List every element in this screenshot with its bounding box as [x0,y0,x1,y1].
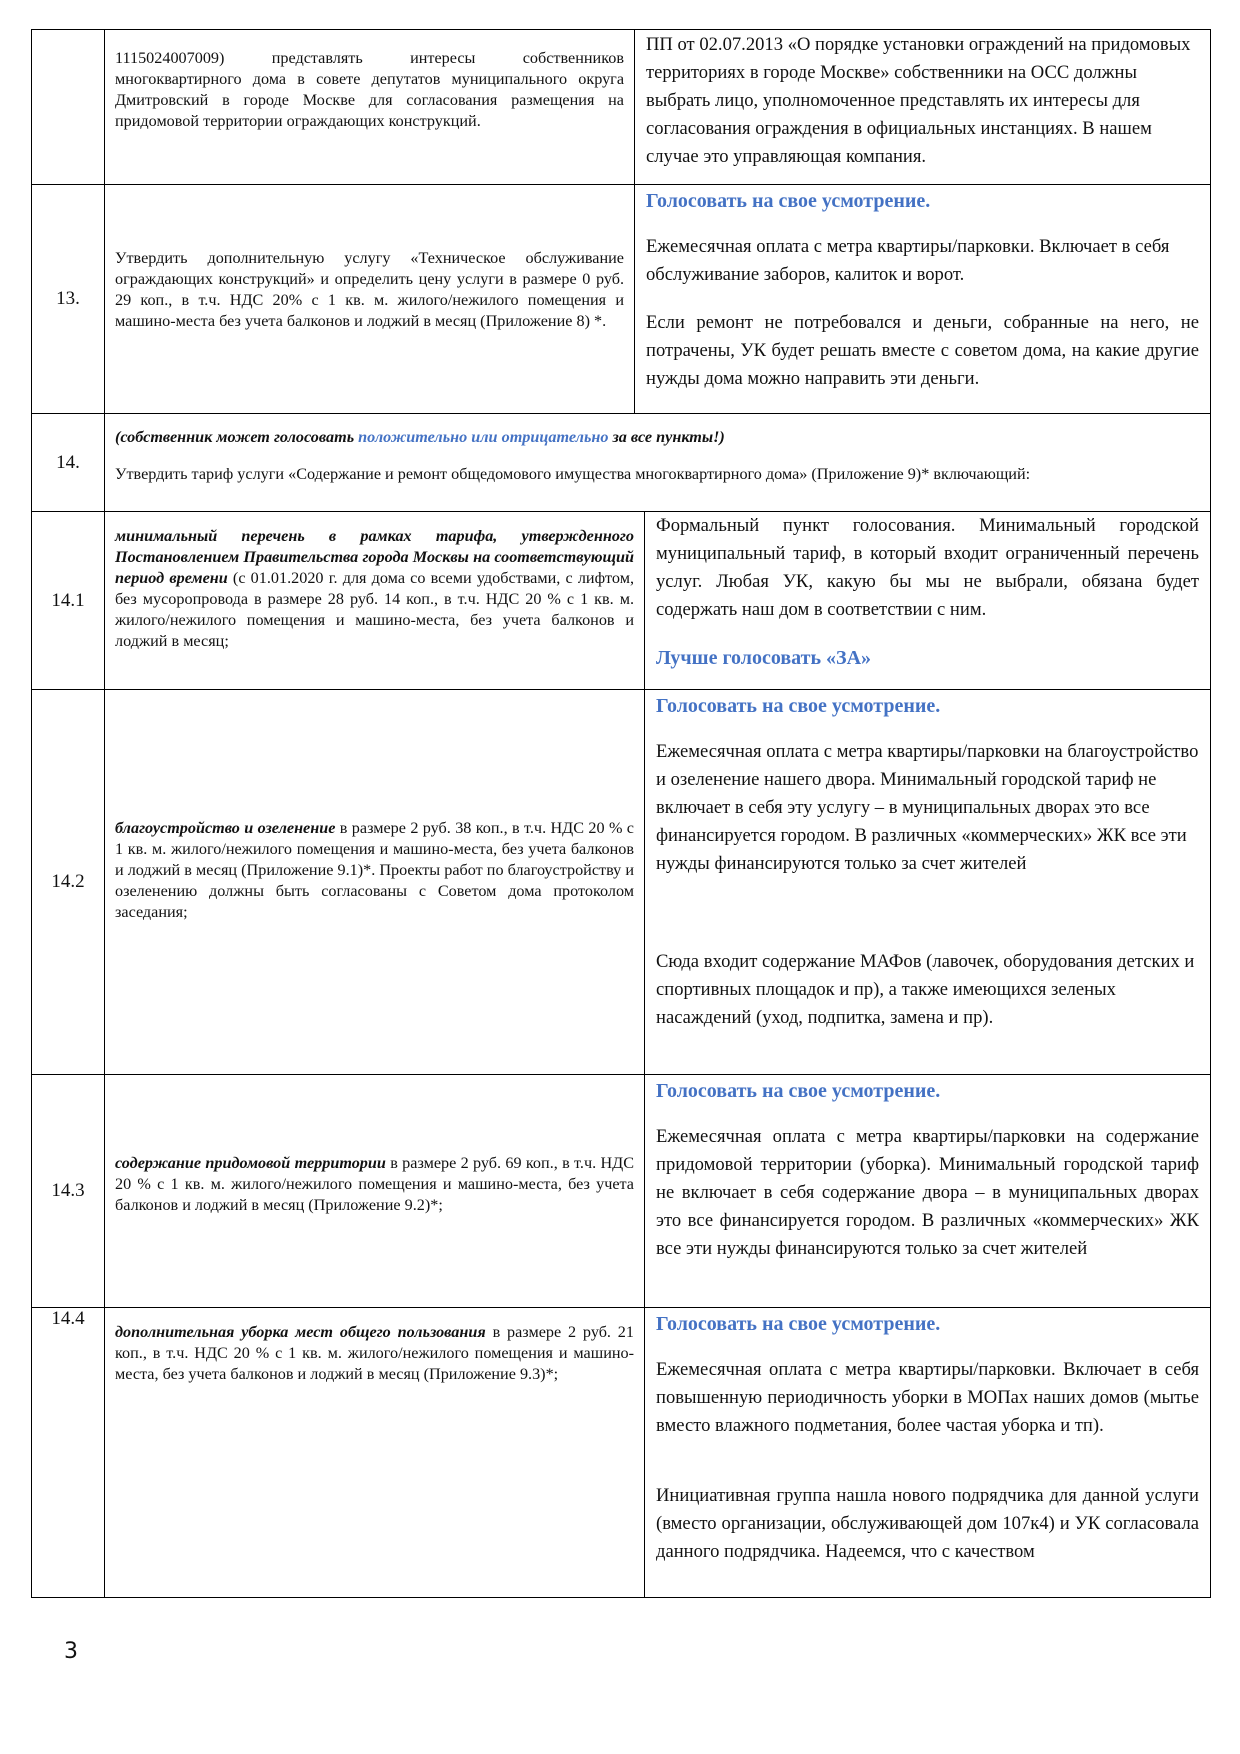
question-text: 1115024007009) представлять интересы собственников многоквартирного дома в совете депутатов муниципального округа Дмитровский в городе Москве для согласования размещения на придомовой территории ограждающих конструкций. [115,49,624,130]
voting-note-prefix: (собственник может голосовать [115,428,359,446]
question-cell [104,184,635,414]
comment-paragraph: Ежемесячная оплата с метра квартиры/парковки на содержание придомовой территории (уборка). Минимальный городской тариф не включает в себя содержание двора – в муниципальных дворах это все финансируется городом. В различных «коммерческих» ЖК все эти нужды финансируются только за счет жителей [656,1126,1199,1259]
question-cell [104,689,645,1075]
question-text [115,1153,634,1216]
comment-paragraph: Если ремонт не потребовался и деньги, собранные на него, не потрачены, УК будет решать вместе с советом дома, на какие другие нужды дома можно направить эти деньги. [646,312,1199,389]
table-row-14-4 [31,1307,1211,1598]
row-number-cell [31,29,105,185]
voting-note [115,427,1200,448]
question-emphasis: благоустройство и озеленение [115,819,336,837]
comment-text: ПП от 02.07.2013 «О порядке установки ограждений на придомовых территориях в городе Москве» собственники на ОСС должны выбрать лицо, уполномоченное представлять их интересы для согласования ограждения в официальных инстанциях. В нашем случае это управляющая компания. [646,34,1191,167]
row-number-cell [31,1074,105,1308]
question-cell [104,29,635,185]
voting-note-suffix: за все пункты!) [608,428,725,446]
table-row-12 [31,29,1211,185]
table-row-14-3 [31,1074,1211,1308]
comment-cell [634,184,1211,414]
comment-cell [644,511,1211,690]
vote-recommendation: Лучше голосовать «ЗА» [656,647,872,669]
comment-paragraph: Инициативная группа нашла нового подрядчика для данной услуги (вместо организации, обслуживающей дом 107к4) и УК согласовала данного подрядчика. Надеемся, что с качеством [656,1485,1199,1562]
question-text [115,1322,634,1385]
row-number: 14.2 [51,871,85,892]
row-number: 14.1 [51,589,85,611]
comment-cell [644,1307,1211,1598]
question-emphasis: минимальный перечень в рамках тарифа, утвержденного Постановлением Правительства города Москвы на соответствующий период времени [115,527,634,587]
question-cell [104,1307,645,1598]
comment-paragraph: Ежемесячная оплата с метра квартиры/парковки на благоустройство и озеленение нашего двора. Минимальный городской тариф не включает в себя эту услугу – в муниципальных дворах это все финансируется городом. В различных «коммерческих» ЖК все эти нужды финансируются только за счет жителей [656,741,1199,874]
comment-paragraph: Ежемесячная оплата с метра квартиры/парковки. Включает в себя повышенную периодичность уборки в МОПах наших домов (мытье вместо влажного подметания, более частая уборка и тп). [656,1359,1199,1436]
row-number: 14.4 [51,1308,85,1329]
comment-cell [634,29,1211,185]
comment-cell [644,689,1211,1075]
question-emphasis: содержание придомовой территории [115,1154,386,1172]
question-emphasis: дополнительная уборка мест общего пользования [115,1323,486,1341]
comment-paragraph: Сюда входит содержание МАФов (лавочек, оборудования детских и спортивных площадок и пр), а также имеющихся зеленых насаждений (уход, подпитка, замена и пр). [656,951,1195,1028]
question-rest: (с 01.01.2020 г. для дома со всеми удобствами, с лифтом, без мусоропровода в размере 28 руб. 14 коп., в т.ч. НДС 20 % с 1 кв. м. жилого/нежилого помещения и машино-места, без учета балконов и лоджий в месяц; [115,569,634,650]
row-number: 13. [56,288,80,309]
question-rest: в размере 2 руб. 38 коп., в т.ч. НДС 20 % с 1 кв. м. жилого/нежилого помещения и машино-места, без учета балконов и лоджий в месяц (Приложение 9.1)*. Проекты работ по благоустройству и озеленению должны быть согласованы с Советом дома протоколом заседания; [115,819,634,921]
table-row-14 [31,413,1211,512]
page-number: 3 [64,1639,78,1664]
table-row-13 [31,184,1211,414]
question-rest: в размере 2 руб. 69 коп., в т.ч. НДС 20 % с 1 кв. м. жилого/нежилого помещения и машино-места, без учета балконов и лоджий в месяц (Приложение 9.2)*; [115,1154,634,1214]
question-text: Утвердить тариф услуги «Содержание и ремонт общедомового имущества многоквартирного дома» (Приложение 9)* включающий: [115,465,1031,483]
vote-recommendation: Голосовать на свое усмотрение. [646,190,931,212]
row-number-cell [31,511,105,690]
question-cell [104,511,645,690]
comment-cell [644,1074,1211,1308]
question-cell [104,413,1211,512]
row-number: 14.3 [51,1180,85,1201]
row-number-cell [31,413,105,512]
comment-paragraph: Формальный пункт голосования. Минимальный городской муниципальный тариф, в который входит ограниченный перечень услуг. Любая УК, какую бы мы не выбрали, обязана будет содержать наш дом в соответствии с ним. [656,515,1199,620]
row-number-cell [31,1307,105,1598]
vote-recommendation: Голосовать на свое усмотрение. [656,695,941,717]
question-text [115,526,634,652]
question-cell [104,1074,645,1308]
table-row-14-1 [31,511,1211,690]
row-number-cell [31,184,105,414]
question-text [115,818,634,923]
vote-recommendation: Голосовать на свое усмотрение. [656,1313,941,1335]
question-rest: в размере 2 руб. 21 коп., в т.ч. НДС 20 % с 1 кв. м. жилого/нежилого помещения и машино-места, без учета балконов и лоджий в месяц (Приложение 9.3)*; [115,1323,634,1383]
row-number: 14. [56,451,80,473]
question-text: Утвердить дополнительную услугу «Техническое обслуживание ограждающих конструкций» и определить цену услуги в размере 0 руб. 29 коп., в т.ч. НДС 20% с 1 кв. м. жилого/нежилого помещения и машино-места без учета балконов и лоджий в месяц (Приложение 8) *. [115,249,624,330]
table-row-14-2 [31,689,1211,1075]
comment-paragraph: Ежемесячная оплата с метра квартиры/парковки. Включает в себя обслуживание заборов, калиток и ворот. [646,236,1170,285]
row-number-cell [31,689,105,1075]
voting-note-highlight: положительно или отрицательно [358,428,609,446]
vote-recommendation: Голосовать на свое усмотрение. [656,1080,941,1102]
